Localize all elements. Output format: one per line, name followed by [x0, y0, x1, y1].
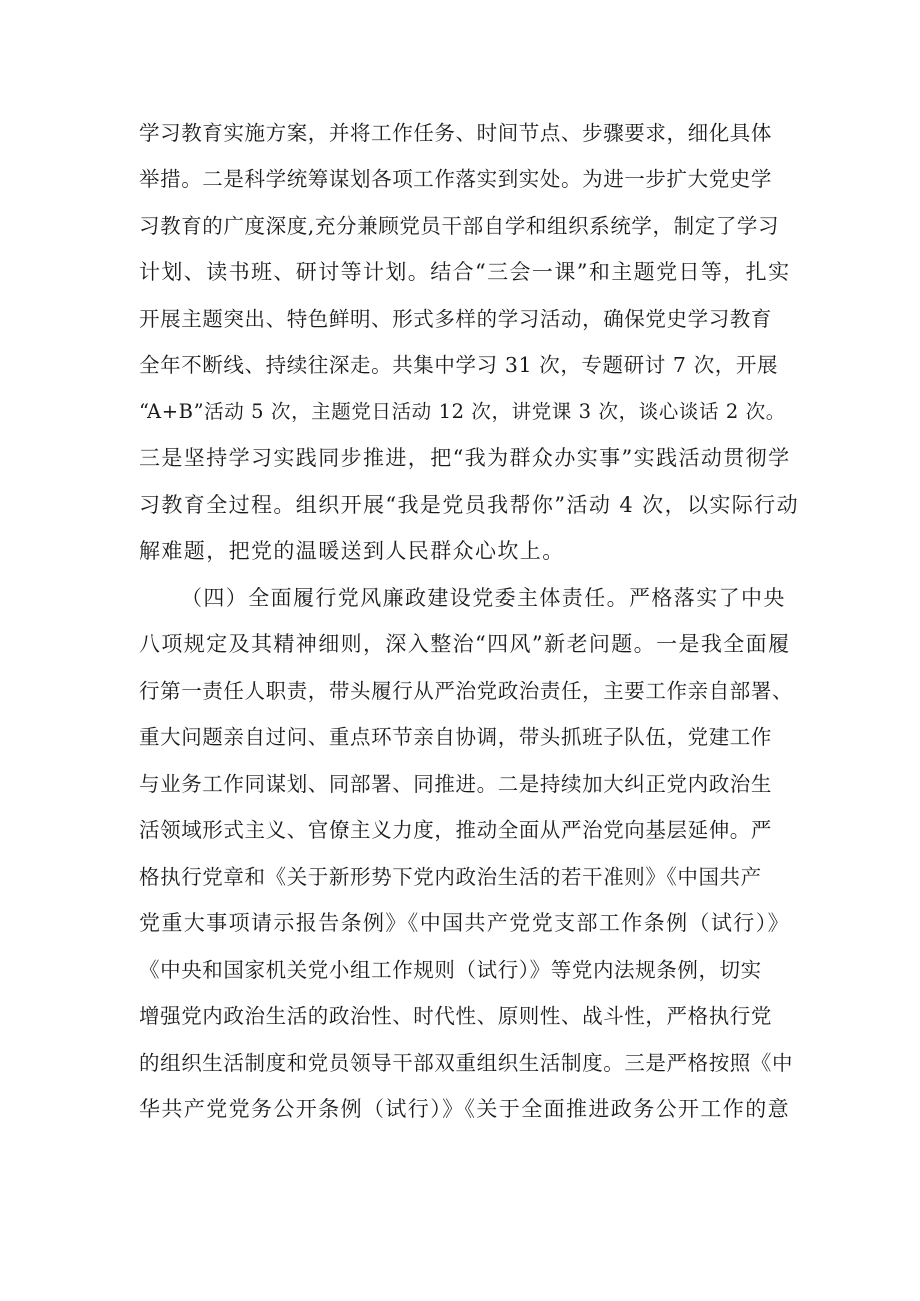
paragraph-line: 举措。二是科学统筹谋划各项工作落实到实处。为进一步扩大党史学 [139, 167, 772, 191]
paragraph-line: 与业务工作同谋划、同部署、同推进。二是持续加大纠正党内政治生 [139, 772, 772, 796]
paragraph-line: 格执行党章和《关于新形势下党内政治生活的若干准则》《中国共产 [139, 865, 762, 889]
paragraph-line: 增强党内政治生活的政治性、时代性、原则性、战斗性，严格执行党 [139, 1004, 772, 1028]
paragraph-line: 党重大事项请示报告条例》《中国共产党党支部工作条例（试行）》 [139, 911, 790, 935]
paragraph-line: 重大问题亲自过问、重点环节亲自协调，带头抓班子队伍，党建工作 [139, 725, 772, 749]
paragraph-line: “A+B”活动 5 次，主题党日活动 12 次，讲党课 3 次，谈心谈话 2 次。 [139, 400, 786, 423]
paragraph-line: 全年不断线、持续往深走。共集中学习 31 次，专题研讨 7 次，开展 [139, 353, 779, 377]
paragraph-line: 学习教育实施方案，并将工作任务、时间节点、步骤要求，细化具体 [139, 121, 772, 145]
paragraph-line: 行第一责任人职责，带头履行从严治党政治责任，主要工作亲自部署、 [139, 679, 794, 703]
paragraph-line: （四）全面履行党风廉政建设党委主体责任。严格落实了中央 [181, 586, 786, 610]
paragraph-line: 习教育的广度深度,充分兼顾党员干部自学和组织系统学，制定了学习 [139, 214, 780, 238]
paragraph-line: 的组织生活制度和党员领导干部双重组织生活制度。三是严格按照《中 [139, 1051, 794, 1075]
paragraph-line: 计划、读书班、研讨等计划。结合“三会一课”和主题党日等，扎实 [139, 260, 791, 284]
paragraph-line: 活领域形式主义、官僚主义力度，推动全面从严治党向基层延伸。严 [139, 818, 772, 842]
paragraph-line: 华共产党党务公开条例（试行）》《关于全面推进政务公开工作的意 [139, 1097, 790, 1121]
paragraph-line: 解难题，把党的温暖送到人民群众心坎上。 [139, 539, 565, 563]
paragraph-line: 《中央和国家机关党小组工作规则（试行）》等党内法规条例，切实 [139, 958, 762, 982]
paragraph-line: 习教育全过程。组织开展“我是党员我帮你”活动 4 次，以实际行动 [139, 493, 799, 517]
paragraph-line: 三是坚持学习实践同步推进，把“我为群众办实事”实践活动贯彻学 [139, 446, 791, 470]
paragraph-line: 八项规定及其精神细则，深入整治“四风”新老问题。一是我全面履 [139, 632, 791, 656]
paragraph-line: 开展主题突出、特色鲜明、形式多样的学习活动，确保党史学习教育 [139, 307, 772, 331]
